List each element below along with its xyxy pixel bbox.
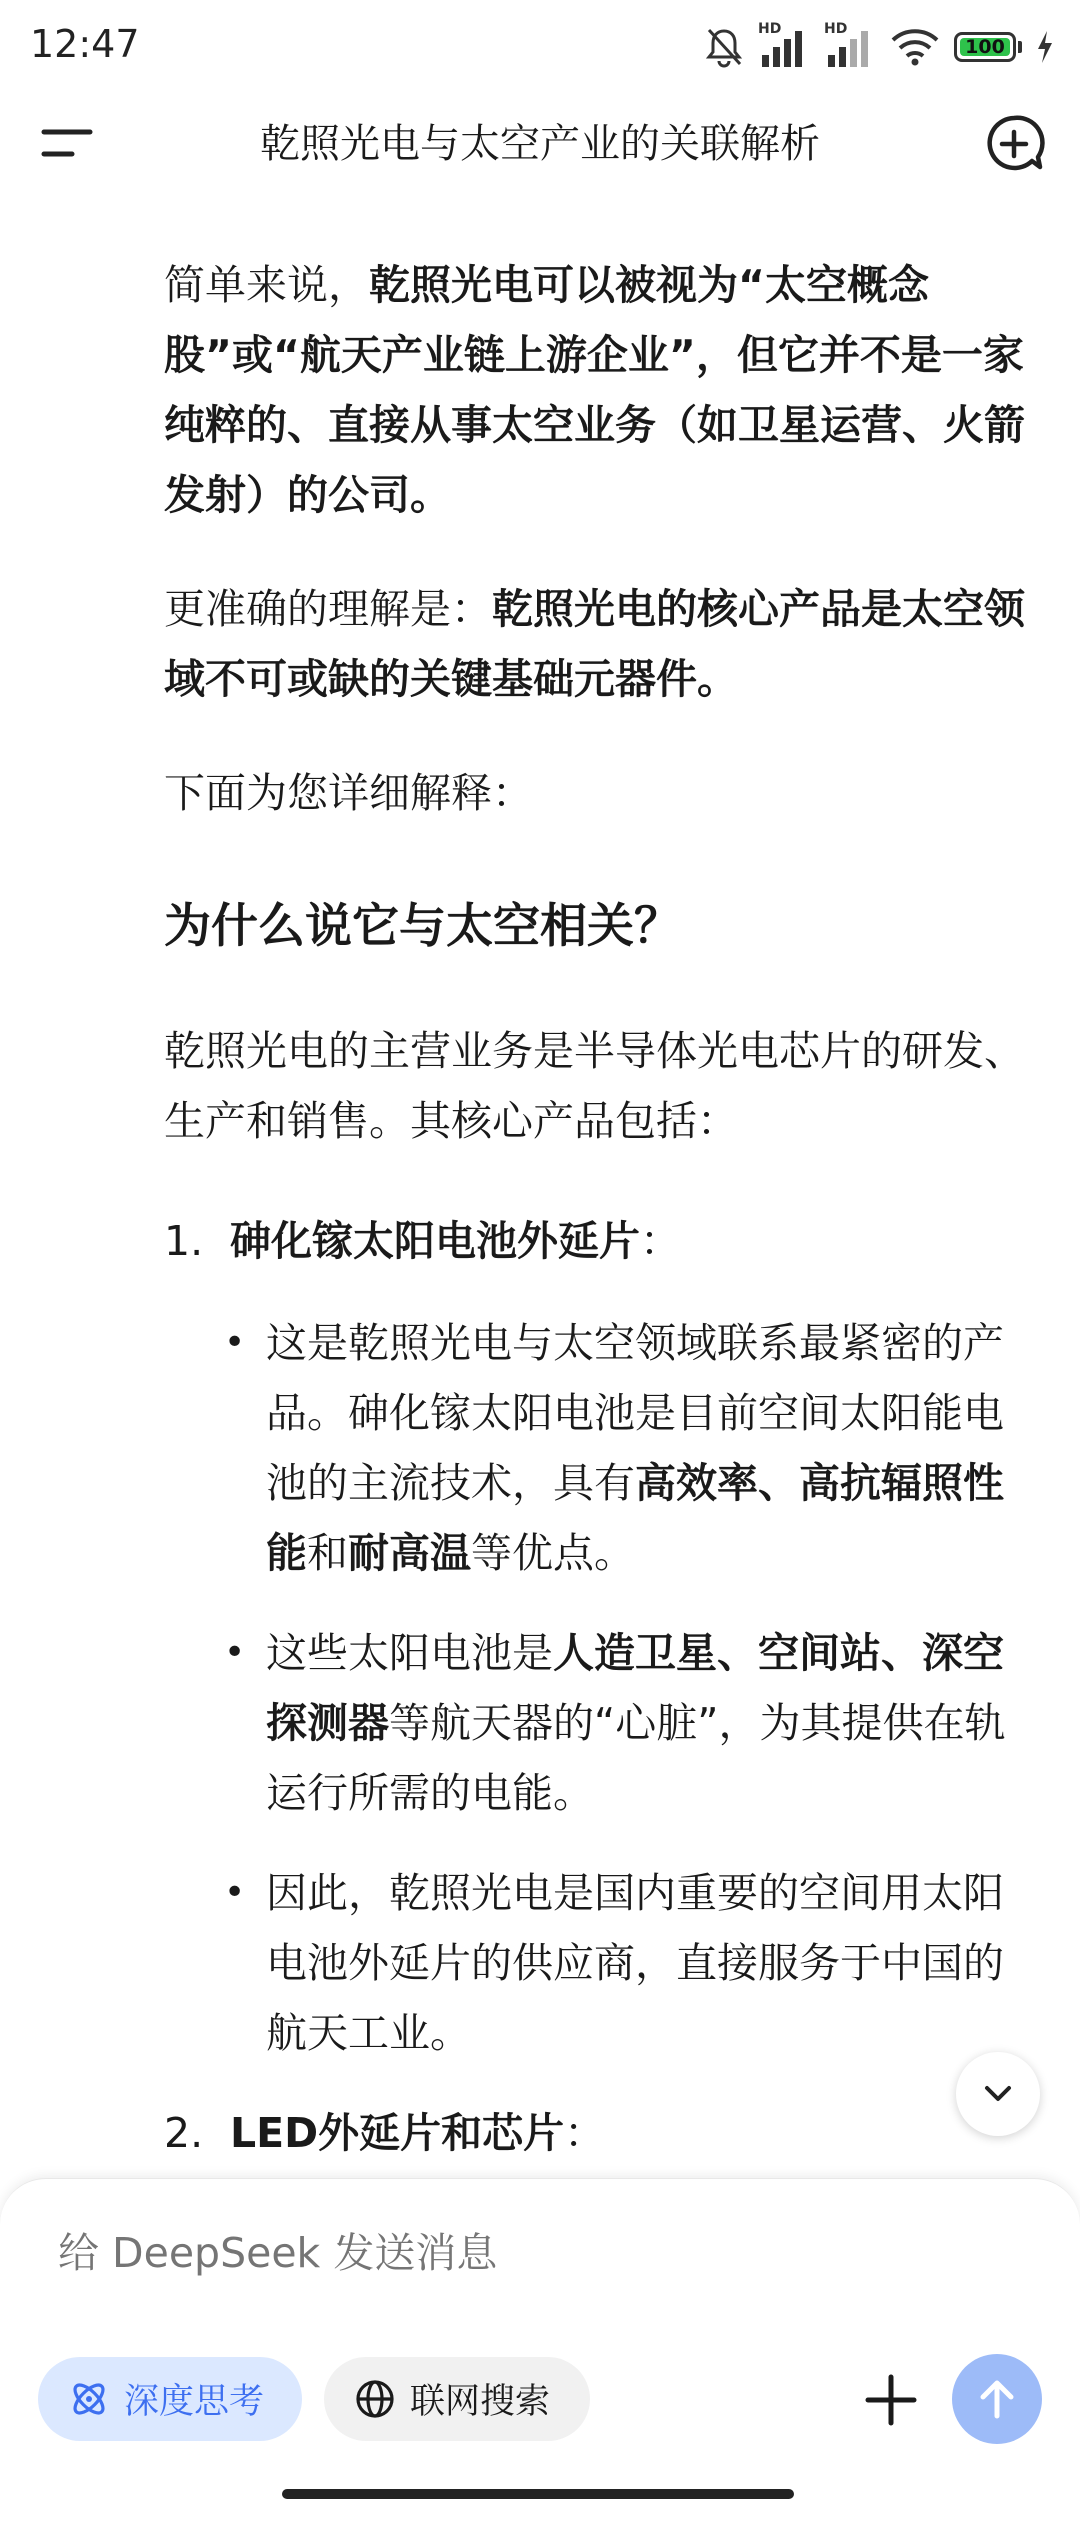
item-suffix: ： [640,1217,681,1265]
hd-label-2: HD [824,21,848,37]
text-segment: 等航天器的“心脏”，为其提供在轨运行所需的电能。 [266,1699,1006,1817]
text-segment: 和 [307,1529,348,1577]
scroll-down-button[interactable] [956,2052,1040,2136]
arrow-up-icon [974,2376,1020,2422]
send-button[interactable] [952,2354,1042,2444]
numbered-item-1 [164,1206,1034,1276]
text-segment: 更准确的理解是： [164,585,492,633]
text-segment: 因此，乾照光电是国内重要的空间用太阳电池外延片的供应商，直接服务于中国的航天工业。 [266,1869,1004,2057]
deep-think-toggle[interactable] [38,2357,302,2441]
status-bar [0,0,1080,96]
list-item [266,1858,1034,2068]
signal-1 [758,21,810,69]
menu-button[interactable] [38,118,98,170]
home-indicator[interactable] [282,2489,794,2499]
item-number: 1. [164,1217,204,1265]
assistant-message [164,250,1034,2258]
mute-bell-icon [704,26,744,68]
wifi-icon [890,27,940,67]
item-suffix: ： [564,2109,606,2157]
paragraph-intro: 下面为您详细解释： [164,769,533,817]
list-item [266,1618,1034,1828]
signal-2 [824,21,876,69]
chevron-down-icon [978,2074,1018,2114]
globe-icon [354,2378,396,2420]
signal-icon [758,25,810,69]
status-time: 12:47 [30,22,140,66]
hd-label-1: HD [758,21,782,37]
bold-text: 人造卫星、空间站、深空探测器 [266,1629,1004,1747]
bullet-list [164,1308,1034,2068]
paragraph-business: 乾照光电的主营业务是半导体光电芯片的研发、生产和销售。其核心产品包括： [164,1027,1025,1145]
attach-button[interactable] [856,2365,926,2435]
section-heading: 为什么说它与太空相关？ [164,899,681,954]
new-chat-icon [984,114,1044,174]
text-segment: 简单来说， [164,261,369,309]
deep-think-label: 深度思考 [124,2382,265,2422]
web-search-toggle[interactable] [324,2357,590,2441]
top-nav [0,100,1080,188]
signal-icon [824,25,876,69]
numbered-item-2 [164,2098,1034,2168]
web-search-label: 联网搜索 [410,2382,551,2422]
charging-icon [1036,30,1054,64]
paragraph-summary [164,250,1034,530]
item-number: 2. [164,2109,204,2157]
text-segment: 这些太阳电池是 [266,1629,553,1677]
bold-text: 耐高温 [348,1529,471,1577]
battery-icon [954,32,1016,62]
item-title: LED外延片和芯片 [230,2109,565,2157]
list-item [266,1308,1034,1588]
menu-icon [38,118,98,170]
item-title: 砷化镓太阳电池外延片 [230,1217,640,1265]
bold-text: 乾照光电可以被视为“太空概念股”或“航天产业链上游企业”，但它并不是一家纯粹的、直接从事太空业务（如卫星运营、火箭发射）的公司。 [164,261,1025,519]
bold-text: 高效率、高抗辐照性能 [266,1459,1004,1577]
atom-icon [68,2378,110,2420]
paragraph-clarify [164,574,1034,714]
bold-text: 乾照光电的核心产品是太空领域不可或缺的关键基础元器件。 [164,585,1025,703]
page-title: 乾照光电与太空产业的关联解析 [260,121,820,167]
battery-cap [1018,41,1022,53]
new-chat-button[interactable] [984,114,1044,174]
plus-icon [856,2365,926,2435]
battery-level: 100 [965,36,1005,58]
message-composer [0,2178,1080,2521]
text-segment: 这是乾照光电与太空领域联系最紧密的产品。砷化镓太阳电池是目前空间太阳能电池的主流技术，具有 [266,1319,1004,1507]
message-input[interactable] [58,2229,858,2277]
status-icons [704,22,1054,72]
text-segment: 等优点。 [471,1529,635,1577]
